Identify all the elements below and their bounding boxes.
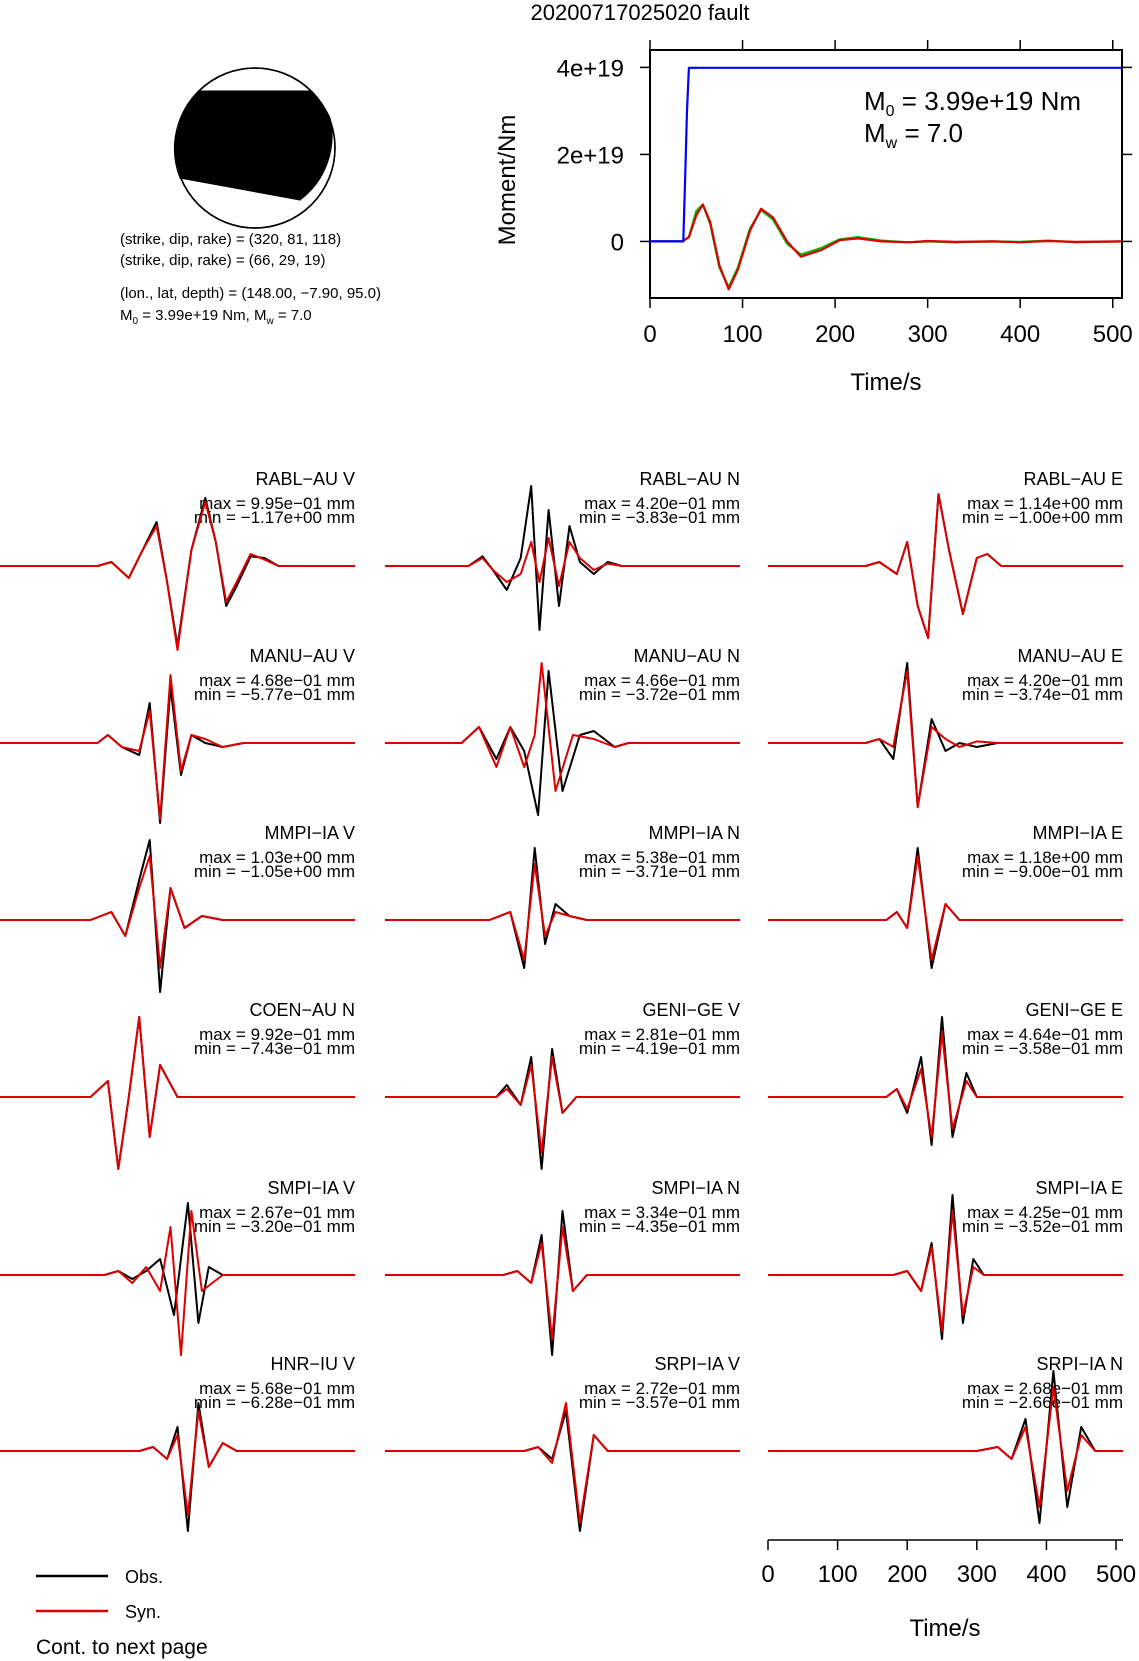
moment-xtick-label: 0 — [643, 321, 657, 348]
station-label: SMPI−IA N — [651, 1178, 740, 1198]
moment-xtick-label: 400 — [1000, 321, 1041, 348]
moment-end: = 7.0 — [273, 307, 312, 324]
legend — [36, 1567, 163, 1622]
station-label: MANU−AU N — [633, 646, 740, 666]
max-amplitude: max = 4.20e−01 mm — [584, 494, 740, 513]
waveform-panel — [768, 1178, 1123, 1339]
max-amplitude: max = 4.66e−01 mm — [584, 671, 740, 690]
station-label: MMPI−IA N — [648, 823, 740, 843]
moment-ytick-label: 4e+19 — [556, 55, 624, 83]
waveform-panel — [768, 1000, 1123, 1145]
time-axis-tick-label: 200 — [887, 1561, 928, 1588]
station-label: RABL−AU E — [1023, 469, 1123, 489]
min-amplitude: min = −4.19e−01 mm — [578, 1039, 740, 1058]
station-label: HNR−IU V — [270, 1354, 355, 1374]
waveform-panel — [385, 469, 740, 630]
min-amplitude: min = −1.17e+00 mm — [193, 508, 355, 527]
max-amplitude: max = 4.64e−01 mm — [967, 1025, 1123, 1044]
station-label: SMPI−IA V — [267, 1178, 355, 1198]
max-amplitude: max = 1.14e+00 mm — [967, 494, 1123, 513]
max-amplitude: max = 9.92e−01 mm — [199, 1025, 355, 1044]
moment-rest: = 3.99e+19 Nm, M — [138, 307, 267, 324]
moment-ytick-label: 2e+19 — [556, 142, 624, 170]
annotation-mw — [864, 118, 963, 152]
synthetic-trace — [385, 1403, 740, 1523]
moment-chart-xlabel: Time/s — [850, 369, 922, 396]
min-amplitude: min = −4.35e−01 mm — [578, 1217, 740, 1236]
moment-chart-ylabel: Moment/Nm — [494, 114, 521, 246]
time-axis-tick-label: 400 — [1026, 1561, 1067, 1588]
waveform-panel — [0, 469, 355, 650]
min-amplitude: min = −3.72e−01 mm — [578, 685, 740, 704]
min-amplitude: min = −6.28e−01 mm — [193, 1393, 355, 1412]
max-amplitude: max = 5.38e−01 mm — [584, 848, 740, 867]
max-amplitude: max = 2.72e−01 mm — [584, 1379, 740, 1398]
station-label: RABL−AU V — [255, 469, 355, 489]
waveform-panel — [385, 646, 740, 815]
moment-sub-0: 0 — [132, 316, 139, 327]
station-label: MMPI−IA E — [1032, 823, 1123, 843]
moment-line — [120, 307, 312, 327]
legend-obs-label: Obs. — [125, 1567, 164, 1587]
annotation-m0-value: = 3.99e+19 Nm — [894, 86, 1082, 116]
waveform-grid — [0, 469, 1123, 1531]
max-amplitude: max = 2.67e−01 mm — [199, 1203, 355, 1222]
annotation-m0-sym: M — [864, 86, 886, 116]
time-axis-tick-label: 0 — [761, 1561, 775, 1588]
annotation-mw-sym: M — [864, 118, 886, 148]
waveform-panel — [0, 1000, 355, 1169]
max-amplitude: max = 4.25e−01 mm — [967, 1203, 1123, 1222]
waveform-time-axis — [761, 1540, 1136, 1588]
waveform-panel — [0, 646, 355, 823]
waveform-panel — [0, 1354, 355, 1531]
min-amplitude: min = −1.05e+00 mm — [193, 862, 355, 881]
waveform-panel — [385, 823, 740, 968]
max-amplitude: max = 4.68e−01 mm — [199, 671, 355, 690]
min-amplitude: min = −3.57e−01 mm — [578, 1393, 740, 1412]
min-amplitude: min = −3.71e−01 mm — [578, 862, 740, 881]
beachball — [174, 68, 335, 228]
time-axis-tick-label: 100 — [817, 1561, 858, 1588]
location-text: (lon., lat, depth) = (148.00, −7.90, 95.0) — [120, 285, 382, 302]
moment-series-line — [650, 205, 1122, 288]
max-amplitude: max = 5.68e−01 mm — [199, 1379, 355, 1398]
station-label: MANU−AU E — [1017, 646, 1123, 666]
synthetic-trace — [385, 1057, 740, 1153]
figure-title: 20200717025020 fault — [530, 0, 750, 25]
moment-xtick-label: 200 — [815, 321, 856, 348]
footer-note: Cont. to next page — [36, 1636, 208, 1659]
max-amplitude: max = 2.81e−01 mm — [584, 1025, 740, 1044]
synthetic-trace — [385, 1227, 740, 1339]
min-amplitude: min = −3.20e−01 mm — [193, 1217, 355, 1236]
time-axis-tick-label: 500 — [1096, 1561, 1137, 1588]
waveform-panel — [768, 469, 1123, 638]
min-amplitude: min = −3.52e−01 mm — [961, 1217, 1123, 1236]
station-label: GENI−GE V — [642, 1000, 740, 1020]
max-amplitude: max = 2.68e−01 mm — [967, 1379, 1123, 1398]
station-label: COEN−AU N — [249, 1000, 355, 1020]
waveform-panel — [0, 1178, 355, 1355]
min-amplitude: min = −9.00e−01 mm — [961, 862, 1123, 881]
min-amplitude: min = −7.43e−01 mm — [193, 1039, 355, 1058]
observed-trace — [0, 687, 355, 823]
plane2-text: (strike, dip, rake) = (66, 29, 19) — [120, 252, 326, 269]
min-amplitude: min = −3.74e−01 mm — [961, 685, 1123, 704]
min-amplitude: min = −3.83e−01 mm — [578, 508, 740, 527]
time-axis-tick-label: 300 — [956, 1561, 997, 1588]
moment-xtick-label: 100 — [722, 321, 763, 348]
min-amplitude: min = −1.00e+00 mm — [961, 508, 1123, 527]
waveform-panel — [768, 646, 1123, 807]
min-amplitude: min = −2.66e−01 mm — [961, 1393, 1123, 1412]
observed-trace — [0, 1403, 355, 1531]
moment-sub-w: w — [266, 316, 274, 327]
legend-syn-label: Syn. — [125, 1602, 162, 1622]
annotation-m0-sub: 0 — [885, 103, 895, 120]
waveform-panel — [768, 1354, 1123, 1523]
max-amplitude: max = 9.95e−01 mm — [199, 494, 355, 513]
annotation-mw-value: = 7.0 — [897, 118, 964, 148]
station-label: SRPI−IA N — [1036, 1354, 1123, 1374]
moment-xtick-label: 300 — [907, 321, 948, 348]
max-amplitude: max = 3.34e−01 mm — [584, 1203, 740, 1222]
plane1-text: (strike, dip, rake) = (320, 81, 118) — [120, 231, 342, 248]
waveform-panel — [385, 1178, 740, 1355]
moment-ytick-label: 0 — [610, 229, 624, 257]
waveform-panel — [385, 1354, 740, 1531]
moment-m-sym: M — [120, 307, 133, 324]
station-label: SMPI−IA E — [1035, 1178, 1123, 1198]
mechanism-text — [120, 231, 381, 327]
moment-series-line — [650, 205, 1122, 290]
min-amplitude: min = −5.77e−01 mm — [193, 685, 355, 704]
min-amplitude: min = −3.58e−01 mm — [961, 1039, 1123, 1058]
waveform-panel — [385, 1000, 740, 1169]
observed-trace — [385, 1411, 740, 1531]
station-label: RABL−AU N — [639, 469, 740, 489]
moment-xtick-label: 500 — [1092, 321, 1133, 348]
max-amplitude: max = 4.20e−01 mm — [967, 671, 1123, 690]
waveform-xlabel: Time/s — [909, 1615, 981, 1642]
station-label: GENI−GE E — [1025, 1000, 1123, 1020]
station-label: MMPI−IA V — [264, 823, 355, 843]
annotation-m0 — [864, 86, 1081, 120]
max-amplitude: max = 1.18e+00 mm — [967, 848, 1123, 867]
annotation-mw-sub: w — [885, 135, 898, 152]
station-label: MANU−AU V — [249, 646, 355, 666]
moment-chart — [494, 40, 1133, 396]
max-amplitude: max = 1.03e+00 mm — [199, 848, 355, 867]
waveform-panel — [768, 823, 1123, 968]
waveform-panel — [0, 823, 355, 992]
station-label: SRPI−IA V — [654, 1354, 740, 1374]
